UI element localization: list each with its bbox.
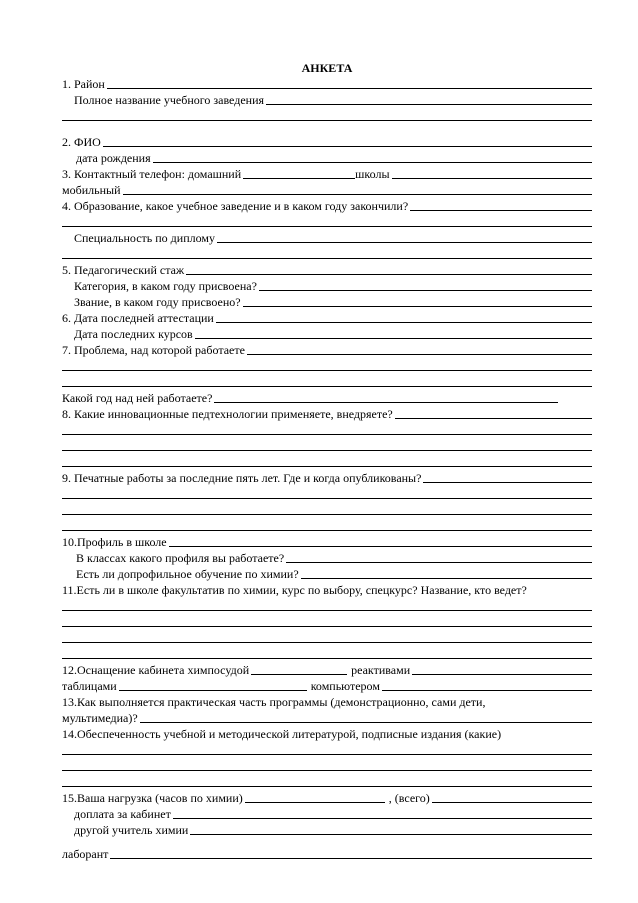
attestation-field[interactable] [216,321,592,323]
total-hours-field[interactable] [432,801,592,803]
preprofile-label: Есть ли допрофильное обучение по химии? [76,567,299,581]
rank-row [62,294,592,310]
education-field-2[interactable] [62,225,592,227]
problem-label: 7. Проблема, над которой работаете [62,343,245,357]
publications-row-4 [62,518,592,534]
mobile-label: мобильный [62,183,121,197]
phone-row [62,166,592,182]
preprofile-field[interactable] [301,577,592,579]
glassware-field[interactable] [251,673,347,675]
district-label: 1. Район [62,77,105,91]
literature-label: 14.Обеспеченность учебной и методической литературой, подписные издания (какие) [62,727,502,741]
literature-row-3 [62,758,592,774]
school-phone-label: школы [355,167,390,181]
electives-field-2[interactable] [62,625,592,627]
education-row-2 [62,214,592,230]
publications-label: 9. Печатные работы за последние пять лет. Где и когда опубликованы? [62,471,422,485]
literature-row [62,726,592,742]
experience-row [62,262,592,278]
lab-assistant-field[interactable] [110,857,592,859]
profile-field[interactable] [169,545,592,547]
cabinet-pay-field[interactable] [173,817,592,819]
problem-row-2 [62,358,592,374]
profile-row [62,534,592,550]
birth-date-row [62,150,592,166]
district-row [62,76,592,92]
practice-row-2 [62,710,592,726]
problem-field[interactable] [247,353,592,355]
innovations-field-3[interactable] [62,449,592,451]
chemistry-hours-label: 15.Ваша нагрузка (часов по химии) [62,791,243,805]
electives-row-4 [62,630,592,646]
publications-row-2 [62,486,592,502]
electives-label: 11.Есть ли в школе факультатив по химии, курс по выбору, спецкурс? Название, кто ведет? [62,583,527,597]
tables-field[interactable] [119,689,307,691]
education-row [62,198,592,214]
classes-profile-field[interactable] [286,561,592,563]
practice-row [62,694,592,710]
innovations-row [62,406,592,422]
school-phone-field[interactable] [392,177,592,179]
school-name-row-2 [62,108,592,124]
publications-row [62,470,592,486]
problem-year-field[interactable] [214,401,558,403]
problem-field-3[interactable] [62,385,592,387]
problem-year-row [62,390,592,406]
problem-year-label: Какой год над ней работаете? [62,391,213,405]
fio-label: 2. ФИО [62,135,101,149]
other-teacher-label: другой учитель химии [74,823,189,837]
specialty-field-2[interactable] [62,257,592,259]
category-label: Категория, в каком году присвоена? [74,279,257,293]
tables-label: таблицами [62,679,117,693]
electives-row-3 [62,614,592,630]
reagents-field[interactable] [412,673,592,675]
publications-field[interactable] [423,481,592,483]
publications-field-2[interactable] [62,497,592,499]
school-name-label: Полное название учебного заведения [74,93,265,107]
birth-date-field[interactable] [153,161,592,163]
fio-row [62,134,592,150]
tables-computer-row [62,678,592,694]
specialty-label: Специальность по диплому [74,231,215,245]
classes-profile-label: В классах какого профиля вы работаете? [76,551,285,565]
innovations-row-2 [62,422,592,438]
specialty-row-2 [62,246,592,262]
attestation-row [62,310,592,326]
category-row [62,278,592,294]
equipment-row [62,662,592,678]
literature-field-3[interactable] [62,785,592,787]
birth-date-label: дата рождения [76,151,151,165]
innovations-row-3 [62,438,592,454]
fio-field[interactable] [103,145,592,147]
questionnaire-form [62,60,592,862]
other-teacher-field[interactable] [190,833,592,835]
literature-field-1[interactable] [62,753,592,755]
courses-label: Дата последних курсов [74,327,193,341]
category-field[interactable] [259,289,592,291]
electives-field-4[interactable] [62,657,592,659]
other-teacher-row [62,822,592,838]
school-name-field-2[interactable] [62,119,592,121]
publications-row-3 [62,502,592,518]
electives-row [62,582,592,598]
problem-row-3 [62,374,592,390]
profile-label: 10.Профиль в школе [62,535,167,549]
load-row [62,790,592,806]
district-field[interactable] [107,87,592,89]
form-title: АНКЕТА [301,61,353,75]
publications-field-3[interactable] [62,513,592,515]
courses-field[interactable] [195,337,592,339]
home-phone-label: 3. Контактный телефон: домашний [62,167,242,181]
rank-field[interactable] [243,305,592,307]
attestation-label: 6. Дата последней аттестации [62,311,214,325]
literature-field-2[interactable] [62,769,592,771]
education-label: 4. Образование, какое учебное заведение и в каком году закончили? [62,199,409,213]
innovations-field-2[interactable] [62,433,592,435]
literature-row-4 [62,774,592,790]
classes-profile-row [62,550,592,566]
practice-field[interactable] [140,721,592,723]
electives-row-2 [62,598,592,614]
mobile-row [62,182,592,198]
publications-field-4[interactable] [62,529,592,531]
electives-field-3[interactable] [62,641,592,643]
literature-row-2 [62,742,592,758]
chemistry-hours-field[interactable] [245,801,385,803]
problem-row [62,342,592,358]
lab-assistant-label: лаборант [62,847,109,861]
innovations-field[interactable] [395,417,592,419]
practice-label: 13.Как выполняется практическая часть программы (демонстрационно, сами дети, [62,695,486,709]
cabinet-pay-label: доплата за кабинет [74,807,171,821]
school-name-field[interactable] [266,103,592,105]
practice-label-2: мультимедиа)? [62,711,138,725]
specialty-row [62,230,592,246]
computer-field[interactable] [382,689,592,691]
innovations-row-4 [62,454,592,470]
specialty-field[interactable] [217,241,592,243]
experience-field[interactable] [186,273,592,275]
electives-field-1[interactable] [62,609,592,611]
education-field[interactable] [410,209,592,211]
home-phone-field[interactable] [243,177,355,179]
rank-label: Звание, в каком году присвоено? [74,295,241,309]
cabinet-row [62,806,592,822]
experience-label: 5. Педагогический стаж [62,263,185,277]
computer-label: компьютером [310,679,380,693]
courses-row [62,326,592,342]
electives-row-5 [62,646,592,662]
lab-assistant-row [62,846,592,862]
total-hours-label: , (всего) [388,791,430,805]
innovations-label: 8. Какие инновационные педтехнологии применяете, внедряете? [62,407,393,421]
reagents-label: реактивами [351,663,411,677]
innovations-field-4[interactable] [62,465,592,467]
preprofile-row [62,566,592,582]
school-name-row [62,92,592,108]
problem-field-2[interactable] [62,369,592,371]
mobile-field[interactable] [123,193,593,195]
glassware-label: 12.Оснащение кабинета химпосудой [62,663,250,677]
